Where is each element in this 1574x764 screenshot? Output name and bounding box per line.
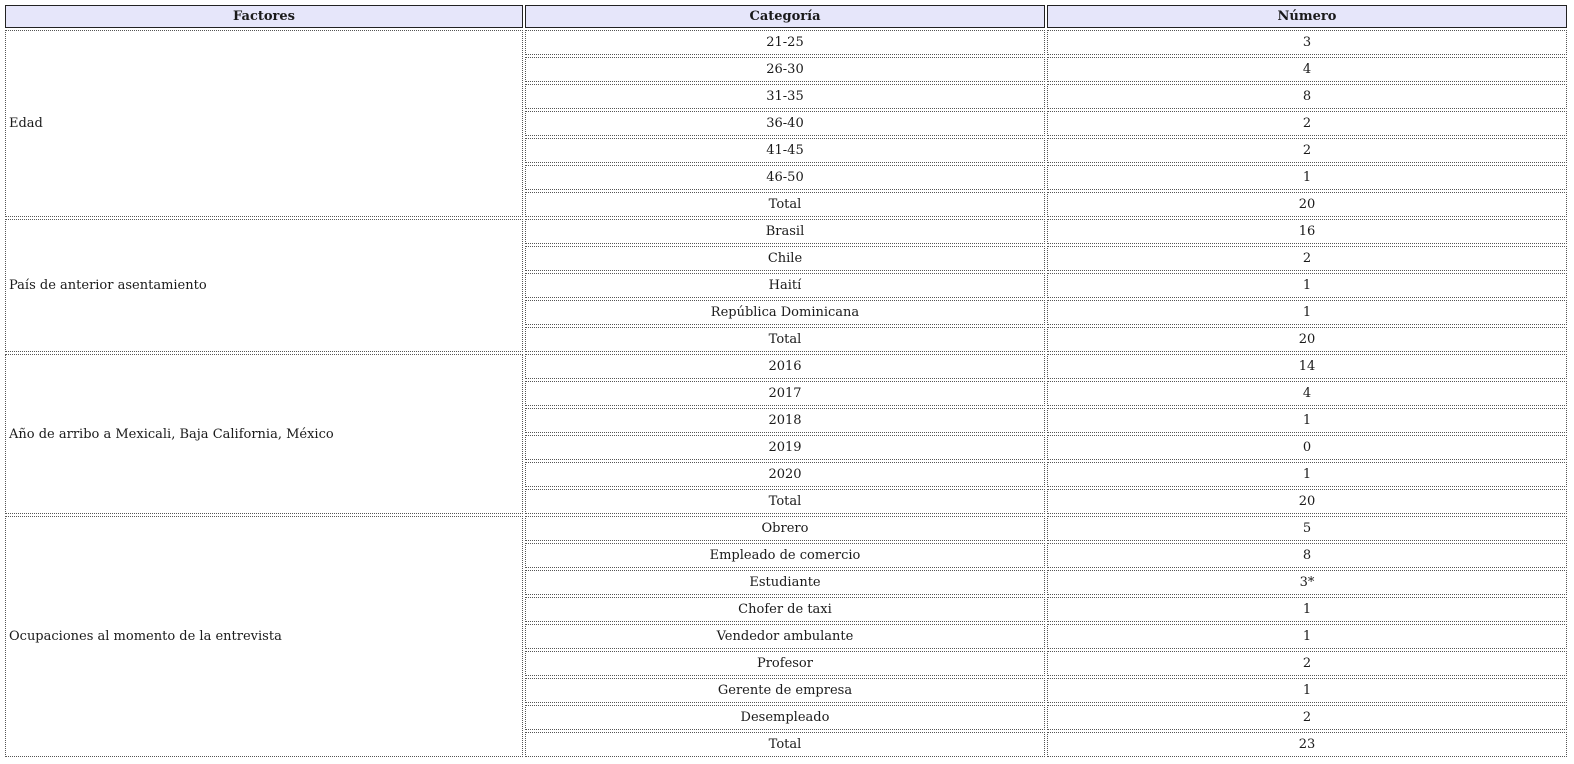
category-cell: 2019 bbox=[525, 435, 1045, 460]
category-cell: 31-35 bbox=[525, 84, 1045, 109]
number-cell: 20 bbox=[1047, 327, 1567, 352]
header-categoria: Categoría bbox=[525, 5, 1045, 28]
number-cell: 20 bbox=[1047, 192, 1567, 217]
category-cell: Gerente de empresa bbox=[525, 678, 1045, 703]
category-cell: Empleado de comercio bbox=[525, 543, 1045, 568]
number-cell: 8 bbox=[1047, 543, 1567, 568]
category-cell: Obrero bbox=[525, 516, 1045, 541]
category-cell: República Dominicana bbox=[525, 300, 1045, 325]
number-cell: 2 bbox=[1047, 138, 1567, 163]
number-cell: 1 bbox=[1047, 624, 1567, 649]
number-cell: 20 bbox=[1047, 489, 1567, 514]
category-cell: Haití bbox=[525, 273, 1045, 298]
category-cell: Total bbox=[525, 732, 1045, 757]
category-cell: 2017 bbox=[525, 381, 1045, 406]
category-cell: Profesor bbox=[525, 651, 1045, 676]
category-cell: Chile bbox=[525, 246, 1045, 271]
number-cell: 2 bbox=[1047, 111, 1567, 136]
number-cell: 2 bbox=[1047, 651, 1567, 676]
category-cell: Vendedor ambulante bbox=[525, 624, 1045, 649]
number-cell: 16 bbox=[1047, 219, 1567, 244]
number-cell: 0 bbox=[1047, 435, 1567, 460]
factor-cell: Ocupaciones al momento de la entrevista bbox=[5, 516, 523, 757]
category-cell: Total bbox=[525, 327, 1045, 352]
category-cell: 2020 bbox=[525, 462, 1045, 487]
number-cell: 14 bbox=[1047, 354, 1567, 379]
category-cell: 41-45 bbox=[525, 138, 1045, 163]
header-row bbox=[5, 5, 1567, 28]
number-cell: 3 bbox=[1047, 30, 1567, 55]
category-cell: Total bbox=[525, 192, 1045, 217]
category-cell: Desempleado bbox=[525, 705, 1045, 730]
number-cell: 1 bbox=[1047, 165, 1567, 190]
category-cell: 21-25 bbox=[525, 30, 1045, 55]
number-cell: 4 bbox=[1047, 381, 1567, 406]
number-cell: 4 bbox=[1047, 57, 1567, 82]
number-cell: 2 bbox=[1047, 246, 1567, 271]
number-cell: 1 bbox=[1047, 408, 1567, 433]
category-cell: 36-40 bbox=[525, 111, 1045, 136]
table-row bbox=[5, 219, 1567, 244]
number-cell: 8 bbox=[1047, 84, 1567, 109]
number-cell: 23 bbox=[1047, 732, 1567, 757]
category-cell: 2016 bbox=[525, 354, 1045, 379]
table-row bbox=[5, 354, 1567, 379]
table-row bbox=[5, 30, 1567, 55]
number-cell: 5 bbox=[1047, 516, 1567, 541]
category-cell: Estudiante bbox=[525, 570, 1045, 595]
data-table bbox=[3, 3, 1569, 759]
number-cell: 1 bbox=[1047, 678, 1567, 703]
number-cell: 1 bbox=[1047, 300, 1567, 325]
factor-cell: Edad bbox=[5, 30, 523, 217]
category-cell: 46-50 bbox=[525, 165, 1045, 190]
category-cell: 2018 bbox=[525, 408, 1045, 433]
category-cell: Brasil bbox=[525, 219, 1045, 244]
factor-cell: País de anterior asentamiento bbox=[5, 219, 523, 352]
number-cell: 3* bbox=[1047, 570, 1567, 595]
header-factores: Factores bbox=[5, 5, 523, 28]
category-cell: Total bbox=[525, 489, 1045, 514]
table-header bbox=[5, 5, 1567, 28]
factor-cell: Año de arribo a Mexicali, Baja California, México bbox=[5, 354, 523, 514]
table-row bbox=[5, 516, 1567, 541]
number-cell: 1 bbox=[1047, 597, 1567, 622]
header-numero: Número bbox=[1047, 5, 1567, 28]
number-cell: 2 bbox=[1047, 705, 1567, 730]
category-cell: Chofer de taxi bbox=[525, 597, 1045, 622]
table-body bbox=[5, 30, 1567, 757]
number-cell: 1 bbox=[1047, 273, 1567, 298]
category-cell: 26-30 bbox=[525, 57, 1045, 82]
number-cell: 1 bbox=[1047, 462, 1567, 487]
